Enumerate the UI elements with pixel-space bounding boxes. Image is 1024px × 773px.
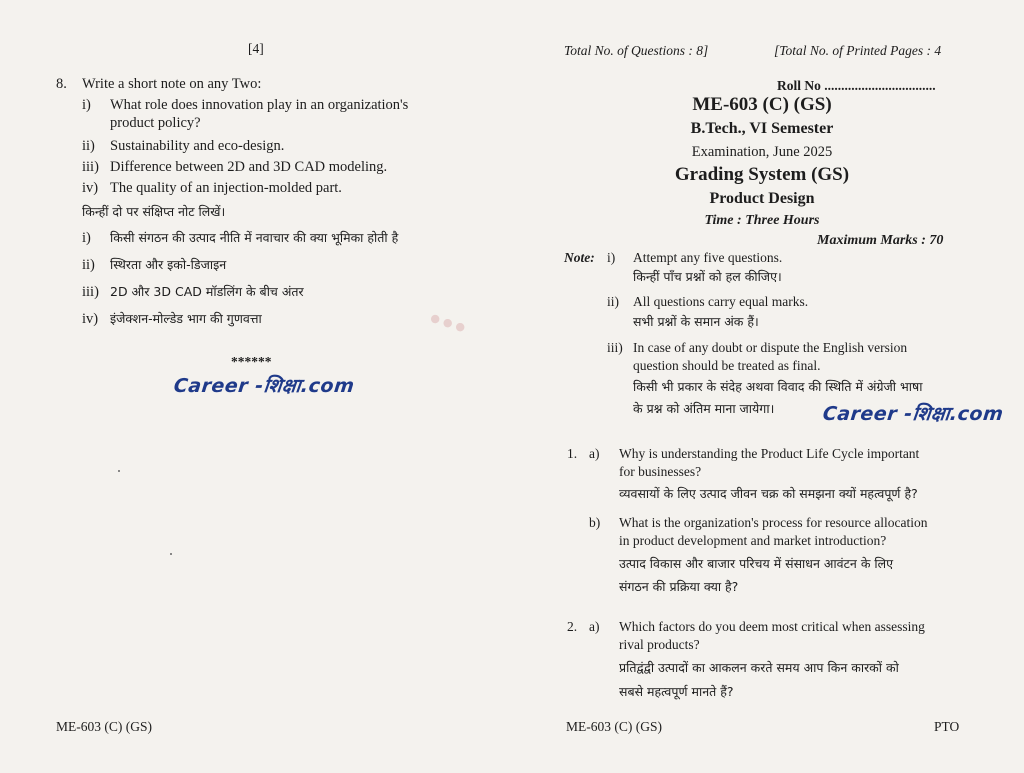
end-stars: ******: [231, 354, 272, 369]
total-questions: Total No. of Questions : 8]: [564, 43, 709, 58]
note-hindi: किन्हीं पाँच प्रश्नों को हल कीजिए।: [633, 269, 782, 284]
question-text: What is the organization's process for resource allocation: [619, 515, 928, 530]
q8-hindi-item-text: किसी संगठन की उत्पाद नीति में नवाचार की क्या भूमिका होती है: [110, 230, 399, 245]
grading-system: Grading System (GS): [674, 164, 850, 185]
question-text-cont: for businesses?: [619, 464, 702, 479]
note-label: Note:: [564, 250, 595, 265]
speck: [170, 553, 172, 555]
right-page: [512, 0, 1024, 773]
note-number: iii): [607, 340, 623, 355]
q8-item-text-cont: product policy?: [110, 115, 201, 131]
watermark-stamp: Career -शिक्षा.com: [172, 375, 356, 397]
q8-hindi-item-number: ii): [82, 257, 95, 273]
note-number: i): [607, 250, 616, 265]
question-text-cont: in product development and market introduction?: [619, 533, 887, 548]
note-hindi: सभी प्रश्नों के समान अंक हैं।: [633, 314, 759, 329]
footer-code: ME-603 (C) (GS): [566, 719, 662, 734]
exam-session: Examination, June 2025: [691, 144, 833, 160]
q8-item-text: The quality of an injection-molded part.: [110, 180, 342, 196]
q8-hindi-item-text: 2D और 3D CAD मॉडलिंग के बीच अंतर: [110, 284, 304, 299]
subject-name: Product Design: [709, 190, 815, 207]
question-hindi: उत्पाद विकास और बाजार परिचय में संसाधन आवंटन के लिए: [619, 556, 894, 571]
question-1-number: 1.: [567, 446, 578, 461]
faint-stamp-mark: ● ● ●: [428, 310, 467, 335]
question-8-text: Write a short note on any Two:: [82, 76, 262, 92]
q8-hindi-item-text: इंजेक्शन-मोल्डेड भाग की गुणवत्ता: [110, 311, 262, 326]
q8-hindi-intro: किन्हीं दो पर संक्षिप्त नोट लिखें।: [82, 204, 226, 219]
note-english: All questions carry equal marks.: [633, 294, 809, 309]
maximum-marks: Maximum Marks : 70: [817, 233, 944, 248]
part-label: b): [589, 515, 601, 530]
part-label: a): [589, 446, 600, 461]
q8-hindi-item-number: i): [82, 230, 91, 246]
paper-code: ME-603 (C) (GS): [692, 94, 832, 115]
q8-item-text: What role does innovation play in an organization's: [110, 97, 409, 113]
roll-number: Roll No .................................: [777, 78, 936, 93]
question-hindi-cont: संगठन की प्रक्रिया क्या है?: [619, 579, 739, 594]
q8-item-number: iv): [82, 180, 99, 196]
question-2-number: 2.: [567, 619, 578, 634]
total-pages: [Total No. of Printed Pages : 4: [774, 43, 942, 58]
note-english-cont: question should be treated as final.: [633, 358, 821, 373]
question-text: Which factors do you deem most critical when assessing: [619, 619, 925, 634]
q8-hindi-item-number: iv): [82, 311, 99, 327]
footer-code: ME-603 (C) (GS): [56, 719, 152, 734]
question-hindi-cont: सबसे महत्वपूर्ण मानते हैं?: [619, 684, 734, 699]
question-text-cont: rival products?: [619, 637, 700, 652]
note-hindi-cont: के प्रश्न को अंतिम माना जायेगा।: [633, 401, 775, 416]
page-turn-indicator: PTO: [934, 719, 960, 734]
note-english: Attempt any five questions.: [633, 250, 783, 265]
page-number: [4]: [248, 41, 264, 56]
q8-hindi-item-number: iii): [82, 284, 99, 300]
question-hindi: प्रतिद्वंद्वी उत्पादों का आकलन करते समय आप किन कारकों को: [619, 660, 899, 675]
note-hindi: किसी भी प्रकार के संदेह अथवा विवाद की स्थिति में अंग्रेजी भाषा: [633, 379, 923, 394]
course-name: B.Tech., VI Semester: [690, 120, 834, 137]
question-8-number: 8.: [56, 76, 67, 92]
speck: [118, 470, 120, 472]
part-label: a): [589, 619, 600, 634]
question-hindi: व्यवसायों के लिए उत्पाद जीवन चक्र को समझना क्यों महत्वपूर्ण है?: [619, 486, 918, 501]
q8-item-number: i): [82, 97, 91, 113]
note-number: ii): [607, 294, 619, 309]
watermark-stamp: Career -शिक्षा.com: [821, 403, 1005, 425]
q8-item-text: Difference between 2D and 3D CAD modeling.: [110, 159, 388, 175]
q8-item-text: Sustainability and eco-design.: [110, 138, 285, 154]
question-text: Why is understanding the Product Life Cycle important: [619, 446, 920, 461]
q8-item-number: ii): [82, 138, 95, 154]
note-english: In case of any doubt or dispute the English version: [633, 340, 908, 355]
duration: Time : Three Hours: [704, 213, 820, 228]
q8-hindi-item-text: स्थिरता और इको-डिजाइन: [110, 257, 227, 272]
q8-item-number: iii): [82, 159, 99, 175]
